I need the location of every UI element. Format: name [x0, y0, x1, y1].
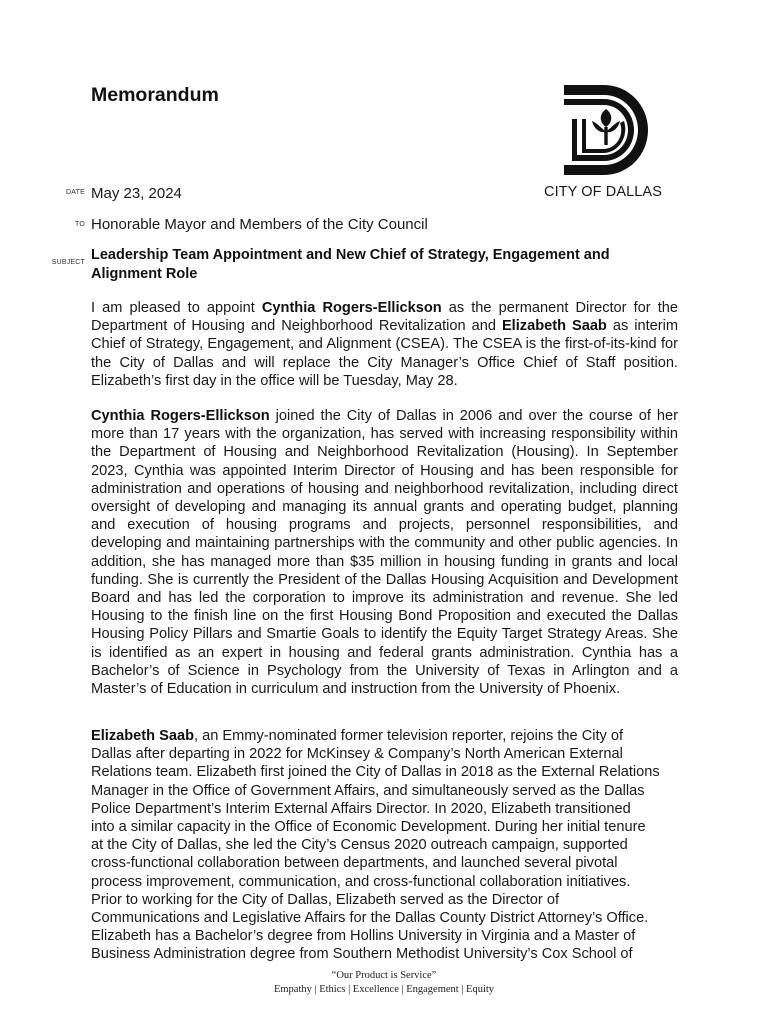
date-label: DATE: [66, 189, 85, 196]
name-cynthia: Cynthia Rogers-Ellickson: [261, 300, 442, 316]
footer-motto: “Our Product is Service”: [331, 970, 437, 981]
subject-label: SUBJECT: [51, 259, 85, 266]
memo-title: Memorandum: [91, 84, 219, 106]
paragraph-elizabeth-bio: Elizabeth Saab, an Emmy-nominated former television reporter, rejoins the City of Dallas after departing in 2022 for McKinsey & Company’s North American External Relations team. Elizabeth first joined the City of Dallas in 2018 as the External Relations Manager in the Office of Government Affairs, and simultaneously served as the Dallas Police Department’s Interim External Affairs Director. In 2020, Elizabeth transitioned into a similar capacity in the Office of Economic Development. During her initial tenure at the City of Dallas, she led the City’s Census 2020 outreach campaign, supported cross-functional collaboration between departments, and launched several pivotal process improvement, communication, and cross-functional collaboration initiatives. Prior to working for the City of Dallas, Elizabeth served as the Director of Communications and Legislative Affairs for the Dallas County District Attorney’s Office. Elizabeth has a Bachelor’s degree from Hollins University in Virginia and a Master of Business Administration degree from Southern Methodist University’s Cox School of: [91, 728, 660, 963]
paragraph-cynthia-bio: Cynthia Rogers-Ellickson joined the City of Dallas in 2006 and over the course of her more than 17 years with the organization, has served with increasing responsibility within the Department of Housing and Neighborhood Revitalization (Housing). In September 2023, Cynthia was appointed Interim Director of Housing and has been responsible for administration and operations of housing and neighborhood revitalization, including direct oversight of developing and managing its annual grants and operating budget, planning and execution of housing programs and projects, personnel responsibilities, and developing and maintaining partnerships with the community and other public agencies. In addition, she has managed more than $35 million in housing funding in grants and local funding. She is currently the President of the Dallas Housing Acquisition and Development Board and has led the corporation to improve its administration and revenue. She led Housing to the finish line on the first Housing Bond Proposition and executed the Dallas Housing Policy Pillars and Smartie Goals to identify the Equity Target Strategy Areas. She is identified as an expert in housing and federal grants administration. Cynthia has a Bachelor’s of Science in Psychology from the University of Texas in Arlington and a Master’s of Education in curriculum and instruction from the University of Phoenix.: [91, 408, 678, 698]
name-elizabeth: Elizabeth Saab: [501, 318, 607, 335]
to-label: TO: [75, 221, 85, 228]
name-cynthia: Cynthia Rogers-Ellickson: [91, 408, 270, 424]
subject-line: [91, 246, 671, 284]
to-value: Honorable Mayor and Members of the City Council: [91, 216, 428, 233]
footer-values: Empathy | Ethics | Excellence | Engagement | Equity: [273, 984, 495, 995]
city-name: CITY OF DALLAS: [544, 184, 662, 200]
paragraph-intro: I am pleased to appoint Cynthia Rogers-Ellickson as the permanent Director for the Department of Housing and Neighborhood Revitalization and Elizabeth Saab as interim Chief of Strategy, Engagement, and Alignment (CSEA). The CSEA is the first-of-its-kind for the City of Dallas and will replace the City Manager’s Office Chief of Staff position. Elizabeth’s first day in the office will be Tuesday, May 28.: [91, 300, 679, 389]
subject-line-1: Leadership Team Appointment and New Chief of Strategy, Engagement and: [91, 247, 610, 263]
subject-line-2: Alignment Role: [91, 266, 198, 282]
name-elizabeth: Elizabeth Saab: [91, 728, 194, 744]
city-of-dallas-d-logo-icon: [562, 83, 650, 177]
date-value: May 23, 2024: [91, 185, 182, 202]
